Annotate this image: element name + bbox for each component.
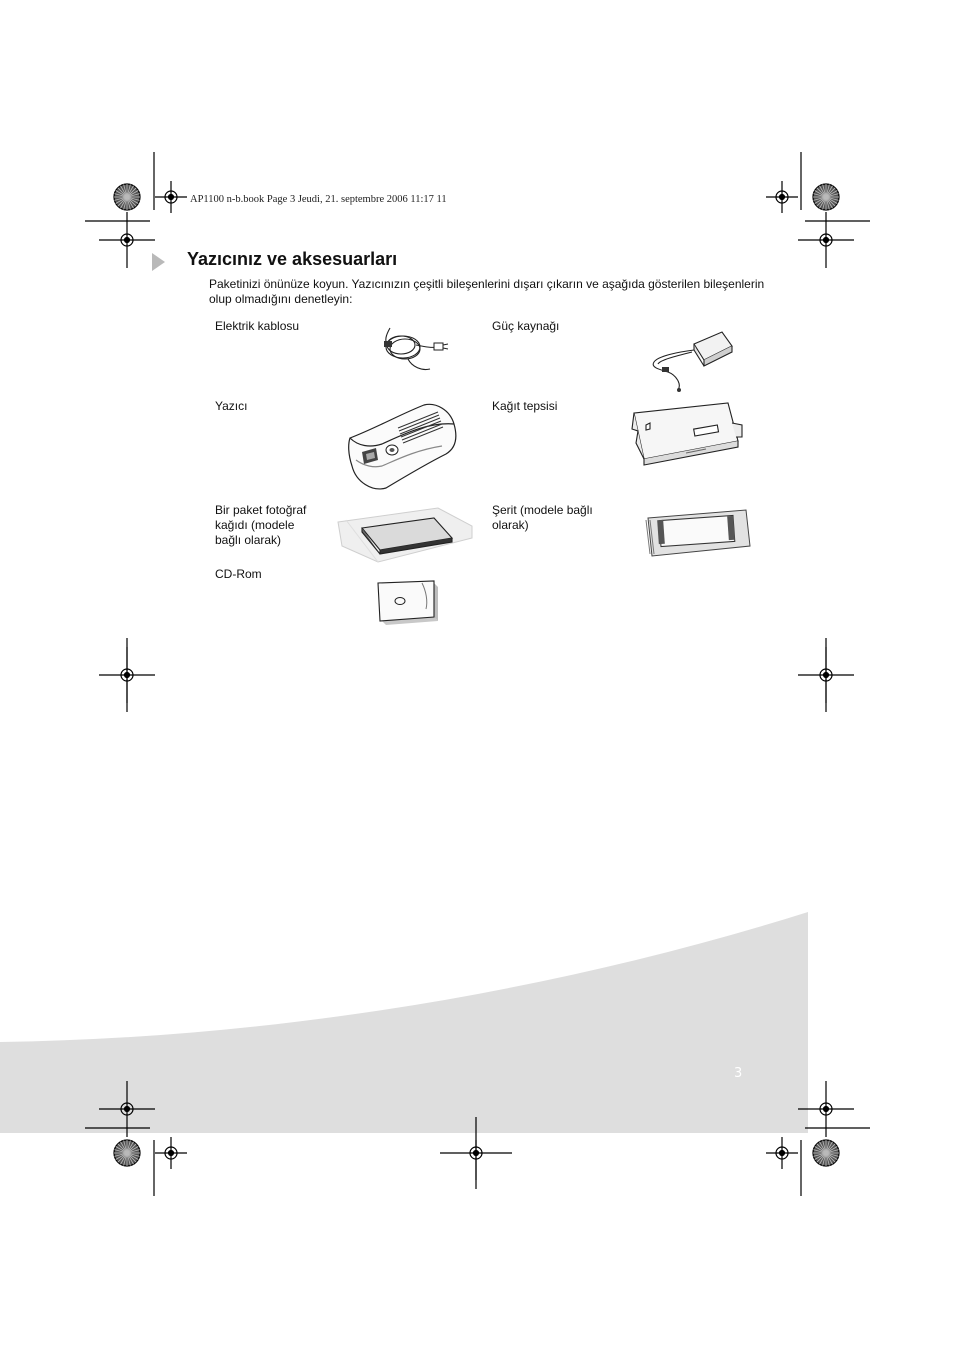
item-label-ribbon: Şerit (modele bağlı olarak) [492, 503, 593, 532]
cd-rom-illustration [372, 577, 442, 625]
paper-tray-illustration [628, 403, 746, 469]
item-label-photo-paper: Bir paket fotoğraf kağıdı (modele bağlı olarak) [215, 503, 307, 547]
registration-starburst-icon [114, 1140, 140, 1166]
footer-band [0, 912, 808, 1133]
item-label-cd-rom: CD-Rom [215, 567, 262, 581]
registration-crosshair-icon [155, 1137, 187, 1169]
registration-starburst-icon [114, 184, 140, 210]
section-bullet-icon [152, 253, 165, 271]
header-file-info: AP1100 n-b.book Page 3 Jeudi, 21. septembre 2006 11:17 11 [190, 194, 447, 205]
item-label-paper-tray: Kağıt tepsisi [492, 399, 558, 413]
registration-crosshair-icon [766, 1137, 798, 1169]
registration-crosshair-icon [155, 181, 187, 213]
item-label-power-cable: Elektrik kablosu [215, 319, 300, 333]
registration-starburst-icon [813, 1140, 839, 1166]
section-intro: Paketinizi önünüze koyun. Yazıcınızın çeşitli bileşenlerini dışarı çıkarın ve aşağıda gösterilen bileşenlerin olup olmadığını denetleyin: [209, 277, 765, 306]
page-number: 3 [734, 1066, 743, 1081]
registration-starburst-icon [813, 184, 839, 210]
registration-crosshair-icon [766, 181, 798, 213]
printer-illustration [346, 400, 460, 496]
ribbon-cartridge-illustration [642, 508, 754, 558]
item-label-printer: Yazıcı [215, 399, 248, 413]
section-title: Yazıcınız ve aksesuarları [187, 249, 398, 269]
photo-paper-pack-illustration [338, 506, 474, 564]
item-label-power-supply: Güç kaynağı [492, 319, 560, 333]
power-adapter-illustration [648, 330, 738, 395]
power-cable-illustration [378, 323, 448, 375]
